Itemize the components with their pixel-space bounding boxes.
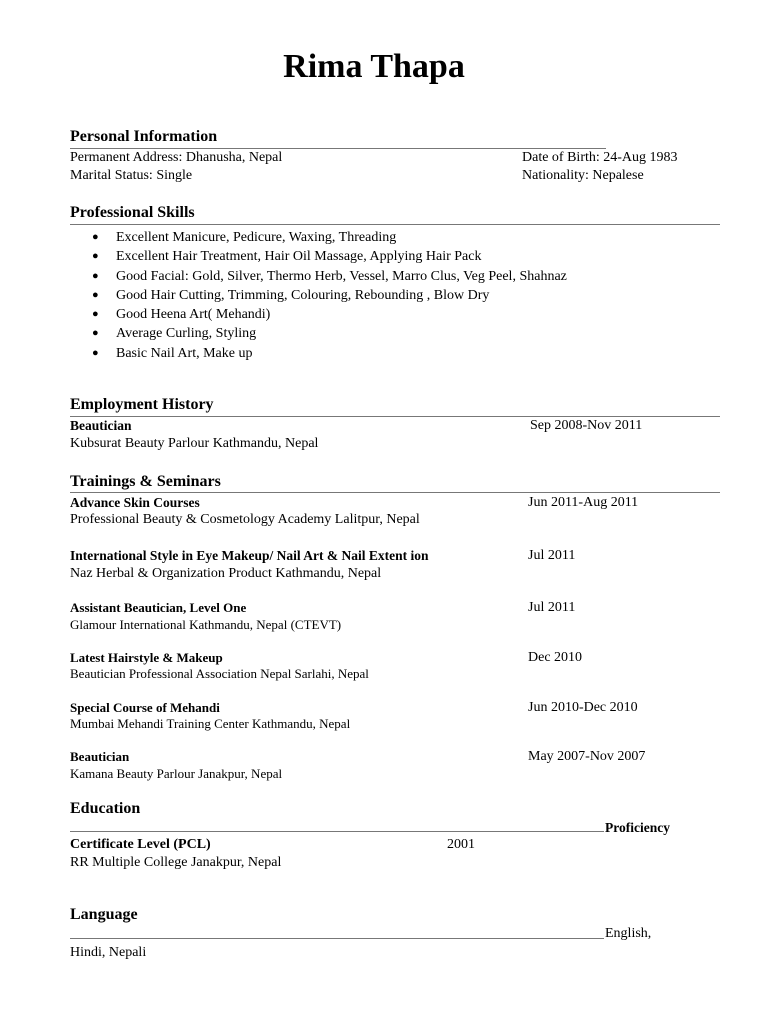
skill-item [92,305,567,324]
education-year: 2001 [447,837,475,852]
skill-text: Excellent Hair Treatment, Hair Oil Massage, Applying Hair Pack [116,249,482,265]
education-rule [70,831,604,832]
language-rule [70,938,604,939]
training-date: Dec 2010 [528,650,583,665]
skill-text: Good Hair Cutting, Trimming, Colouring, Rebounding , Blow Dry [116,287,490,303]
bullet-icon: ● [92,250,99,263]
training-org: Naz Herbal & Organization Product Kathmandu, Nepal [70,566,382,581]
skill-text: Basic Nail Art, Make up [116,345,253,361]
bullet-icon: ● [92,308,99,321]
bullet-icon: ● [92,231,99,243]
language-heading: Language [70,906,138,923]
personal-info-heading: Personal Information [70,128,218,145]
education-level: Certificate Level (PCL) [70,837,211,852]
employment-rule [70,416,720,417]
skills-heading: Professional Skills [70,204,195,221]
trainings-rule [70,492,720,493]
training-date: Jun 2011-Aug 2011 [528,495,639,510]
job-title: Beautician [70,418,132,433]
skills-list [92,228,567,363]
proficiency-label: Proficiency [605,820,670,835]
skills-rule [70,224,720,225]
training-date: Jul 2011 [528,600,576,615]
date-of-birth: Date of Birth: 24-Aug 1983 [522,150,678,165]
skill-item [92,324,567,343]
permanent-address: Permanent Address: Dhanusha, Nepal [70,150,283,165]
skill-text: Good Heena Art( Mehandi) [116,307,271,323]
job-org: Kubsurat Beauty Parlour Kathmandu, Nepal [70,436,319,451]
skill-text: Excellent Manicure, Pedicure, Waxing, Threading [116,230,397,245]
nationality: Nationality: Nepalese [522,168,644,183]
bullet-icon: ● [92,288,99,301]
training-title: International Style in Eye Makeup/ Nail Art & Nail Extent ion [70,548,429,563]
training-org: Professional Beauty & Cosmetology Academy Lalitpur, Nepal [70,512,420,527]
language-others: Hindi, Nepali [70,945,147,960]
skill-item [92,228,567,247]
marital-status: Marital Status: Single [70,168,193,183]
training-date: Jul 2011 [528,548,576,563]
bullet-icon: ● [92,327,99,340]
training-title: Special Course of Mehandi [70,700,220,715]
skill-item [92,267,567,286]
training-title: Assistant Beautician, Level One [70,600,247,615]
personal-info-rule [70,148,606,149]
training-title: Advance Skin Courses [70,495,200,510]
training-title: Beautician [70,749,130,764]
skill-text: Good Facial: Gold, Silver, Thermo Herb, Vessel, Marro Clus, Veg Peel, Shahnaz [116,268,567,284]
training-org: Mumbai Mehandi Training Center Kathmandu, Nepal [70,716,351,731]
bullet-icon: ● [92,269,99,282]
skill-item [92,286,567,305]
job-dates: Sep 2008-Nov 2011 [530,418,643,433]
training-title: Latest Hairstyle & Makeup [70,650,223,665]
training-org: Kamana Beauty Parlour Janakpur, Nepal [70,766,283,781]
skill-text: Average Curling, Styling [116,326,257,342]
training-org: Glamour International Kathmandu, Nepal (CTEVT) [70,617,342,632]
employment-heading: Employment History [70,396,214,413]
bullet-icon: ● [92,346,99,359]
training-date: Jun 2010-Dec 2010 [528,700,638,715]
language-english: English, [605,926,652,941]
training-org: Beautician Professional Association Nepal Sarlahi, Nepal [70,666,369,681]
education-heading: Education [70,800,141,817]
resume-name: Rima Thapa [283,48,465,85]
skill-item [92,344,567,363]
trainings-heading: Trainings & Seminars [70,473,221,490]
training-date: May 2007-Nov 2007 [528,749,646,764]
education-college: RR Multiple College Janakpur, Nepal [70,855,282,870]
skill-item [92,247,567,266]
